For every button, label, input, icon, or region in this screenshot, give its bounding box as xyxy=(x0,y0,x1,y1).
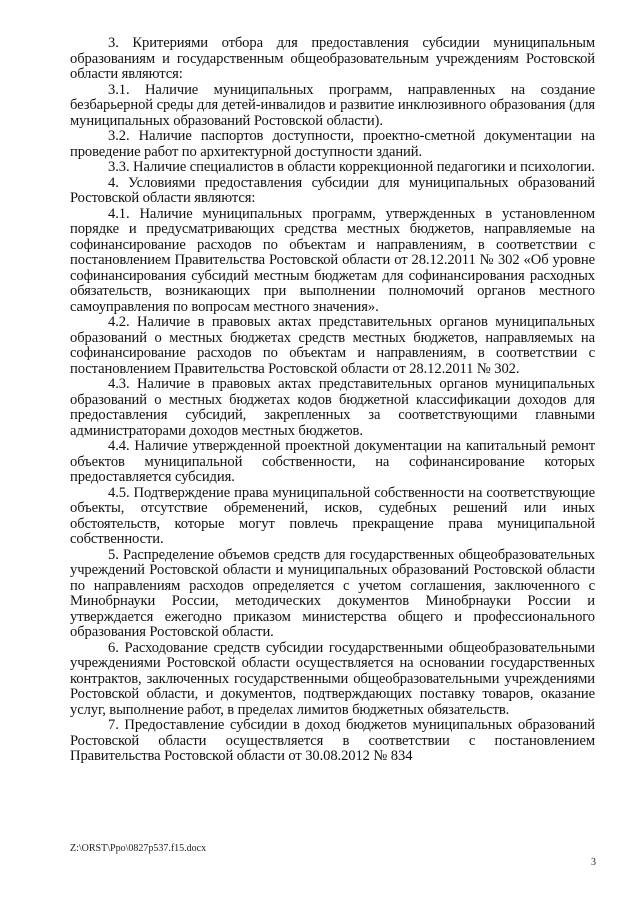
paragraph-5: 5. Распределение объемов средств для государственных общеобразовательных учреждений Ростовской области и муниципальных образований Ростовской области по направлениям расходов определяется с учетом соглашения, заключенного с Минобрнауки России, методических документов Минобрнауки России и утверждается ежегодно приказом министерства общего и профессионального образования Ростовской области. xyxy=(70,546,595,640)
paragraph-4: 4. Условиями предоставления субсидии для муниципальных образований Ростовской области являются: xyxy=(70,174,595,206)
paragraph-4-3: 4.3. Наличие в правовых актах представительных органов муниципальных образований о местных бюджетах кодов бюджетной классификации доходов для предоставления субсидий, закрепленных за соответствующими главными администраторами доходов местных бюджетов. xyxy=(70,376,595,439)
paragraph-4-4: 4.4. Наличие утвержденной проектной документации на капитальный ремонт объектов муниципальной собственности, на софинансирование которых предоставляется субсидия. xyxy=(70,438,595,485)
paragraph-3: 3. Критериями отбора для предоставления субсидии муниципальным образованиям и государственным общеобразовательным учреждениям Ростовской области являются: xyxy=(70,35,595,82)
paragraph-7: 7. Предоставление субсидии в доход бюджетов муниципальных образований Ростовской области осуществляется в соответствии с постановлением Правительства Ростовской области от 30.08.2012 № 834 xyxy=(70,717,595,764)
page-number: 3 xyxy=(591,857,596,868)
document-body xyxy=(70,36,595,765)
paragraph-4-5: 4.5. Подтверждение права муниципальной собственности на соответствующие объекты, отсутствие обременений, исков, судебных решений или иных обстоятельств, которые могут повлечь прекращение права муниципальной собственности. xyxy=(70,484,595,547)
paragraph-6: 6. Расходование средств субсидии государственными общеобразовательными учреждениями Ростовской области осуществляется на основании государственных контрактов, заключенных государственными общеобразовательными учреждениями Ростовской области, и документов, подтверждающих поставку товаров, оказание услуг, выполнение работ, в пределах лимитов бюджетных обязательств. xyxy=(70,639,595,718)
paragraph-3-3: 3.3. Наличие специалистов в области коррекционной педагогики и психологии. xyxy=(108,159,595,175)
paragraph-3-1: 3.1. Наличие муниципальных программ, направленных на создание безбарьерной среды для детей-инвалидов и развитие инклюзивного образования (для муниципальных образований Ростовской области). xyxy=(70,81,595,129)
footer-file-path: Z:\ORST\Ppo\0827p537.f15.docx xyxy=(70,843,207,854)
paragraph-4-1: 4.1. Наличие муниципальных программ, утвержденных в установленном порядке и предусматривающих средства местных бюджетов, направляемые на софинансирование расходов по объектам и направлениям, в соответствии с постановлением Правительства Ростовской области от 28.12.2011 № 302 «Об уровне софинансирования субсидий местным бюджетам для софинансирования расходных обязательств, возникающих при выполнении полномочий органов местного самоуправления по вопросам местного значения». xyxy=(70,205,595,315)
paragraph-4-2: 4.2. Наличие в правовых актах представительных органов муниципальных образований о местных бюджетах средств местных бюджетов, направляемых на софинансирование расходов по объектам и направлениям, в соответствии с постановлением Правительства Ростовской области от 28.12.2011 № 302. xyxy=(70,314,595,377)
paragraph-3-2: 3.2. Наличие паспортов доступности, проектно-сметной документации на проведение работ по архитектурной доступности зданий. xyxy=(70,128,595,160)
